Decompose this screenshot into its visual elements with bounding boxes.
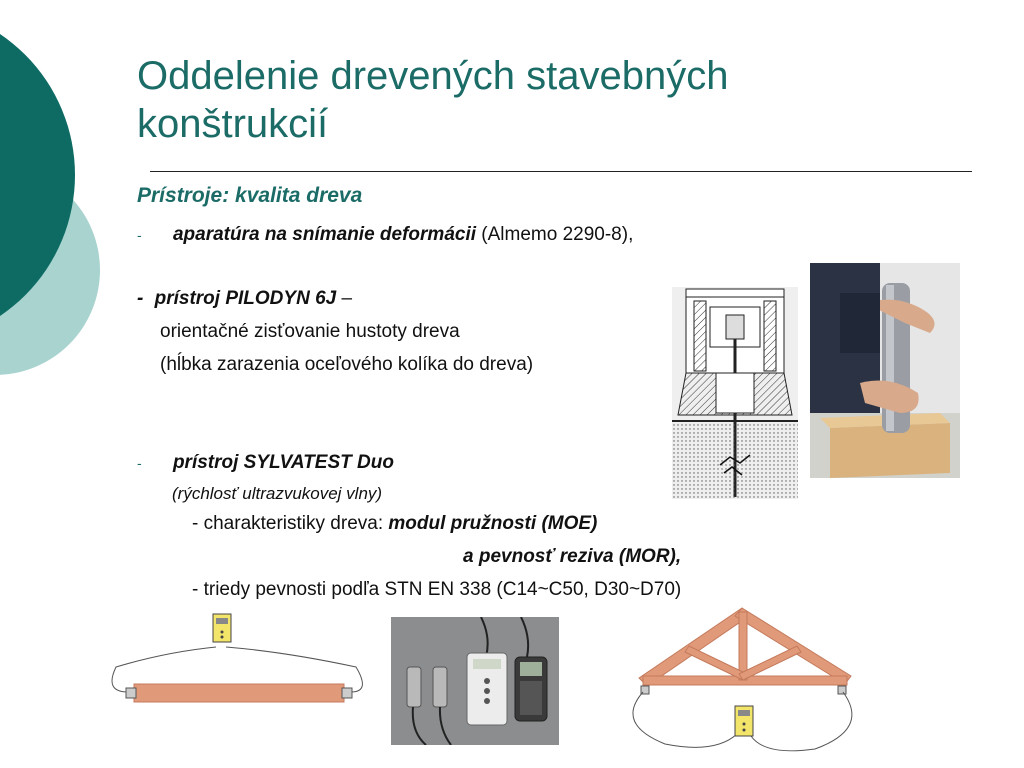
bullet-dash: -	[137, 288, 144, 309]
bullet-dash: -	[137, 227, 142, 243]
pilodyn-line-3: (hĺbka zarazenia oceľového kolíka do dreva)	[160, 354, 534, 375]
sylvatest-line-3	[192, 513, 597, 535]
page-title: Oddelenie drevených stavebných konštrukcií	[137, 54, 729, 146]
sylvatest-line-2: (rýchlosť ultrazvukovej vlny)	[172, 484, 383, 503]
sylvatest-line-3-prefix: - charakteristiky dreva:	[192, 513, 389, 534]
pilodyn-cross-section-image	[672, 287, 798, 499]
bullet-almemo-normal: (Almemo 2290-8),	[476, 224, 634, 245]
sylvatest-line-5: - triedy pevnosti podľa STN EN 338 (C14~C50, D30~D70)	[192, 579, 682, 600]
sylvatest-device-photo	[391, 617, 559, 745]
sylvatest-beam-diagram	[106, 612, 376, 722]
sylvatest-device-icon	[213, 614, 231, 642]
bullet-pilodyn-bold: prístroj PILODYN 6J	[154, 288, 337, 309]
bullet-sylvatest-bold: prístroj SYLVATEST Duo	[172, 452, 394, 473]
title-divider	[150, 171, 972, 172]
bullet-sylvatest	[137, 452, 394, 474]
pilodyn-line-2: orientačné zisťovanie hustoty dreva	[160, 321, 460, 342]
bullet-almemo-bold: aparatúra na snímanie deformácii	[172, 224, 477, 245]
pilodyn-photo	[810, 263, 960, 478]
section-subtitle: Prístroje: kvalita dreva	[137, 184, 363, 207]
sylvatest-mor: a pevnosť reziva (MOR),	[463, 546, 682, 567]
sylvatest-device-icon	[735, 706, 753, 736]
sylvatest-truss-diagram	[625, 604, 860, 764]
decorative-circles	[0, 0, 120, 420]
bullet-dash: -	[137, 455, 142, 471]
sylvatest-moe: modul pružnosti (MOE)	[388, 513, 598, 534]
bullet-pilodyn-suffix: –	[336, 288, 353, 309]
bullet-pilodyn	[137, 288, 352, 310]
truss-king-post	[739, 612, 747, 680]
timber-beam	[134, 684, 344, 702]
bullet-almemo	[137, 224, 633, 246]
